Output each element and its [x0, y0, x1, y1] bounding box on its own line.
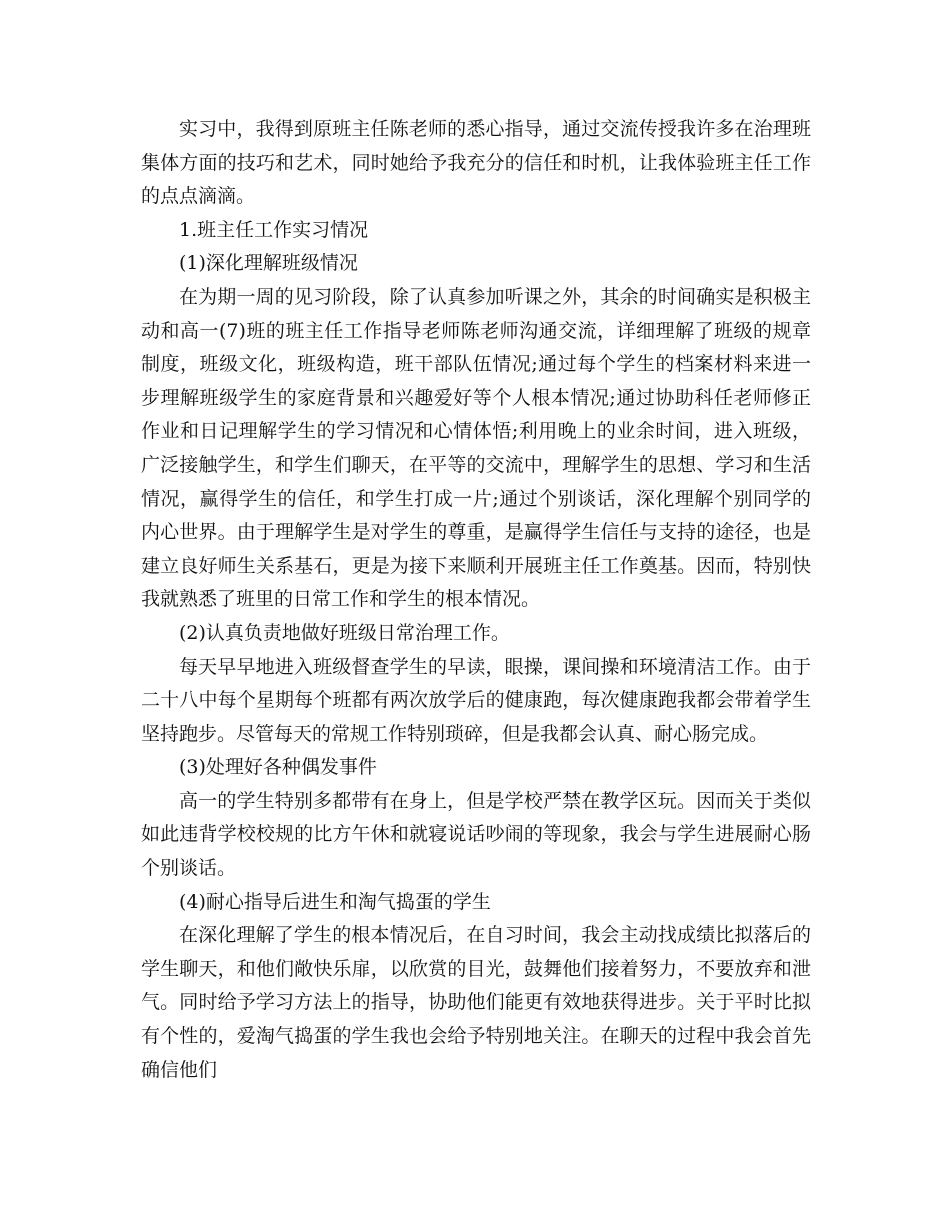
subheading-3: (3)处理好各种偶发事件: [179, 756, 377, 779]
subheading-2: (2)认真负责地做好班级日常治理工作。: [179, 621, 510, 644]
paragraph-intro: 实习中，我得到原班主任陈老师的悉心指导，通过交流传授我许多在治理班集体方面的技巧和艺术，同时她给予我充分的信任和时机，让我体验班主任工作的点点滴滴。: [141, 118, 811, 208]
document-body: [141, 113, 811, 1087]
paragraph-daily-management: 每天早早地进入班级督查学生的早读，眼操，课间操和环境清洁工作。由于二十八中每个星期每个班都有两次放学后的健康跑，每次健康跑我都会带着学生坚持跑步。尽管每天的常规工作特别琐碎，但是我都会认真、耐心肠完成。: [141, 655, 811, 745]
paragraph-incidents: 高一的学生特别多都带有在身上，但是学校严禁在教学区玩。因而关于类似如此违背学校校规的比方午休和就寝说话吵闹的等现象，我会与学生进展耐心肠个别谈话。: [141, 789, 811, 880]
paragraph-guidance: 在深化理解了学生的根本情况后，在自习时间，我会主动找成绩比拟落后的学生聊天，和他们敞快乐扉，以欣赏的目光，鼓舞他们接着努力，不要放弃和泄气。同时给予学习方法上的指导，协助他们能更有效地获得进步。关于平时比拟有个性的，爱淘气捣蛋的学生我也会给予特别地关注。在聊天的过程中我会首先确信他们: [141, 924, 811, 1081]
paragraph-understanding-class: 在为期一周的见习阶段，除了认真参加听课之外，其余的时间确实是积极主动和高一(7)班的班主任工作指导老师陈老师沟通交流，详细理解了班级的规章制度，班级文化，班级构造，班干部队伍情况;通过每个学生的档案材料来进一步理解班级学生的家庭背景和兴趣爱好等个人根本情况;通过协助科任老师修正作业和日记理解学生的学习情况和心情体悟;利用晚上的业余时间，进入班级，广泛接触学生，和学生们聊天，在平等的交流中，理解学生的思想、学习和生活情况，赢得学生的信任，和学生打成一片;通过个别谈话，深化理解个别同学的内心世界。由于理解学生是对学生的尊重，是赢得学生信任与支持的途径，也是建立良好师生关系基石，更是为接下来顺利开展班主任工作奠基。因而，特别快我就熟悉了班里的日常工作和学生的根本情况。: [141, 285, 811, 611]
subheading-1: (1)深化理解班级情况: [179, 252, 358, 275]
subheading-4: (4)耐心指导后进生和淘气捣蛋的学生: [179, 890, 491, 913]
section-heading-internship: 1.班主任工作实习情况: [179, 218, 369, 241]
